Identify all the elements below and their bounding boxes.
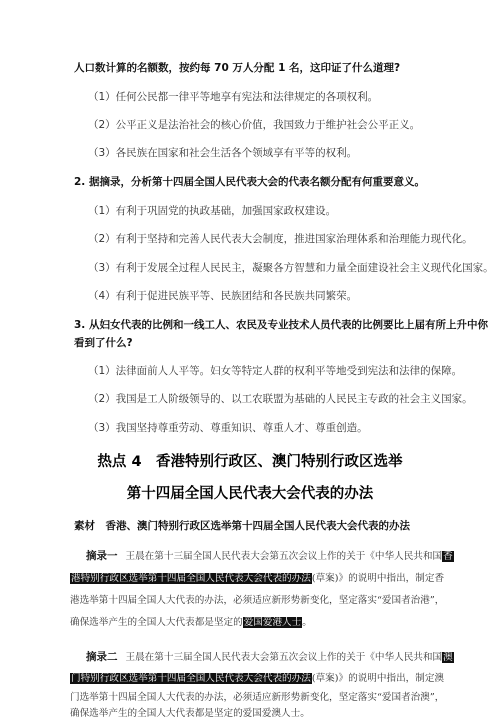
- question-1-option-3: （3）各民族在国家和社会生活各个领域享有平等的权利。: [88, 147, 358, 159]
- excerpt-1-text-4: 确保选举产生的全国人大代表都是坚定的: [70, 617, 243, 628]
- excerpt-2-line-2: [70, 670, 444, 684]
- question-3-stem-line-2: 看到了什么?: [74, 337, 133, 349]
- excerpt-1-text: 王晨在第十三届全国人民代表大会第五次会议上作的关于《中华人民共和国: [125, 551, 443, 562]
- excerpt-1-highlight-title: 港特别行政区选举第十四届全国人民代表大会代表的办法: [71, 573, 311, 584]
- excerpt-2-line-3: 门选举第十四届全国人大代表的办法，必须适应新形势新变化，坚定落实“爱国者治澳”，: [70, 692, 445, 703]
- section-title-line-2: 第十四届全国人民代表大会代表的办法: [126, 486, 374, 502]
- question-3-option-2: （2）我国是工人阶级领导的、以工农联盟为基础的人民民主专政的社会主义国家。: [88, 393, 473, 405]
- question-1-option-1: （1）任何公民都一律平等地享有宪法和法律规定的各项权利。: [88, 91, 379, 103]
- excerpt-1-line-3: 港选举第十四届全国人大代表的办法，必须适应新形势新变化，坚定落实“爱国者治港”，: [70, 595, 445, 606]
- excerpt-1-line-2: [70, 570, 444, 584]
- excerpt-1-line-1: [86, 548, 454, 563]
- question-2-option-2: （2）有利于坚持和完善人民代表大会制度，推进国家治理体系和治理能力现代化。: [88, 233, 473, 245]
- excerpt-1-highlight-start: 香: [443, 551, 453, 562]
- excerpt-2-line-1: [86, 649, 454, 664]
- excerpt-2-line-4: 确保选举产生的全国人大代表都是坚定的爱国爱澳人士。: [70, 708, 310, 719]
- excerpt-1-line-4: [70, 614, 312, 628]
- question-2-option-3: （3）有利于发展全过程人民民主，凝聚各方智慧和力量全面建设社会主义现代化国家。: [88, 262, 494, 274]
- excerpt-2-label: 摘录二: [86, 651, 118, 663]
- question-1-stem: 人口数计算的名额数，按约每 70 万人分配 1 名，这印证了什么道理?: [74, 62, 401, 74]
- excerpt-2-highlight-start: 澳: [443, 652, 453, 663]
- excerpt-2-text-2: (草案)》的说明中指出，制定澳: [311, 673, 445, 684]
- section-title-line-1: 热点 4 香港特别行政区、澳门特别行政区选举: [97, 454, 403, 470]
- excerpt-2-highlight-title: 门特别行政区选举第十四届全国人民代表大会代表的办法: [71, 673, 311, 684]
- excerpt-1-label: 摘录一: [86, 550, 118, 562]
- material-line: 素材 香港、澳门特别行政区选举第十四届全国人民代表大会代表的办法: [74, 520, 410, 532]
- excerpt-1-highlight-end: 爱国爱港人士: [243, 617, 302, 628]
- question-3-stem-line-1: 3. 从妇女代表的比例和一线工人、农民及专业技术人员代表的比例要比上届有所上升中你: [74, 319, 488, 331]
- question-2-stem: 2. 据摘录，分析第十四届全国人民代表大会的代表名额分配有何重要意义。: [74, 176, 425, 188]
- excerpt-1-period: 。: [302, 617, 312, 628]
- question-2-option-4: （4）有利于促进民族平等、民族团结和各民族共同繁荣。: [88, 290, 358, 302]
- question-3-option-1: （1）法律面前人人平等。妇女等特定人群的权利平等地受到宪法和法律的保障。: [88, 365, 463, 377]
- question-3-option-3: （3）我国坚持尊重劳动、尊重知识、尊重人才、尊重创造。: [88, 422, 368, 434]
- question-1-option-2: （2）公平正义是法治社会的核心价值，我国致力于维护社会公平正义。: [88, 119, 421, 131]
- excerpt-1-text-2: (草案)》的说明中指出，制定香: [311, 573, 445, 584]
- question-2-option-1: （1）有利于巩固党的执政基础，加强国家政权建设。: [88, 205, 337, 217]
- excerpt-2-text: 王晨在第十三届全国人民代表大会第五次会议上作的关于《中华人民共和国: [125, 652, 443, 663]
